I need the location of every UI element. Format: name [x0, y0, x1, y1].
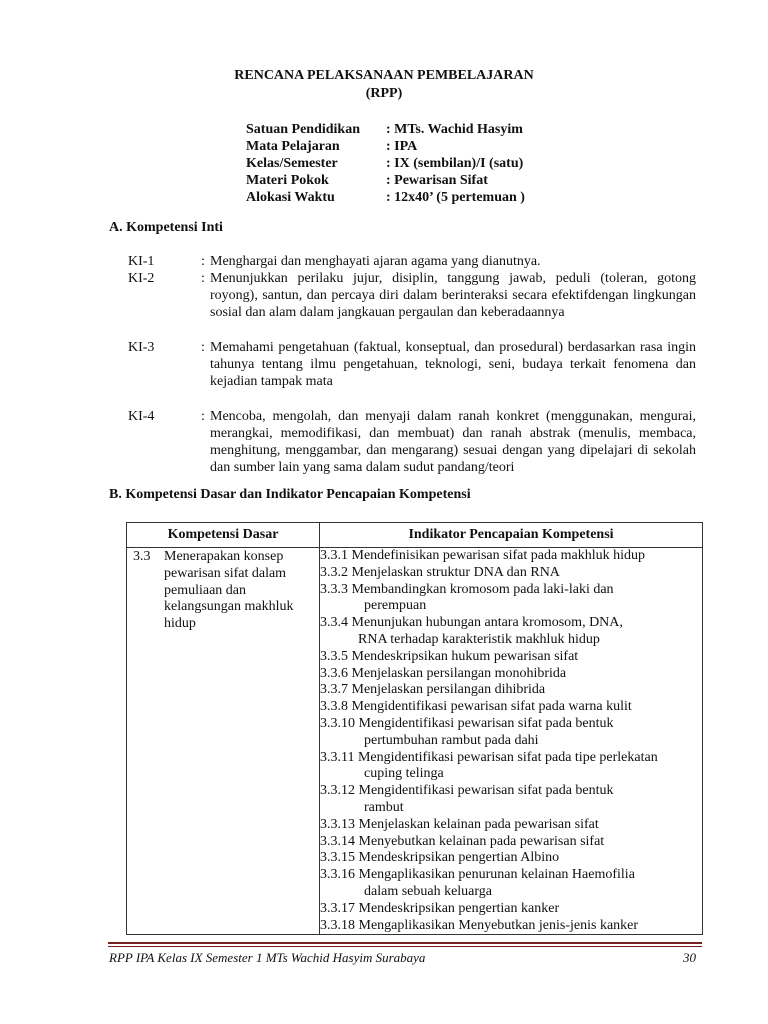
meta-row [246, 155, 525, 172]
indicator-list [320, 548, 702, 934]
indicator-item: 3.3.7 Menjelaskan persilangan dihibrida [320, 682, 546, 698]
ki-colon: : [201, 340, 205, 355]
ki-colon: : [201, 271, 205, 286]
ki-code: KI-3 [128, 340, 155, 355]
footer-text: RPP IPA Kelas IX Semester 1 MTs Wachid Hasyim Surabaya [109, 950, 426, 965]
indicator-continuation: cuping telinga [364, 766, 444, 782]
ki-item [128, 408, 696, 476]
ki-code: KI-4 [128, 409, 155, 424]
indicator-item: 3.3.16 Mengaplikasikan penurunan kelainan Haemofilia [320, 867, 635, 883]
kd-number: 3.3 [133, 549, 151, 564]
indicator-item: 3.3.6 Menjelaskan persilangan monohibrida [320, 665, 567, 681]
meta-label: Alokasi Waktu [246, 190, 335, 205]
indicator-continuation: rambut [364, 799, 404, 815]
meta-row [246, 172, 525, 189]
document-subtitle: (RPP) [365, 86, 403, 101]
ki-item [128, 253, 696, 270]
indicator-item: 3.3.1 Mendefinisikan pewarisan sifat pada makhluk hidup [320, 548, 646, 563]
kd-cell [127, 548, 320, 935]
competency-table [126, 522, 703, 935]
ki-text: Memahami pengetahuan (faktual, konseptual, dan prosedural) berdasarkan rasa ingin tahunya tentang ilmu pengetahuan, teknologi, seni, budaya terkait fenomena dan kejadian tampak mata [210, 340, 696, 389]
meta-value: : MTs. Wachid Hasyim [386, 122, 523, 137]
indicator-continuation: pertumbuhan rambut pada dahi [364, 732, 539, 748]
meta-value: : IPA [386, 139, 418, 154]
ki-text: Mencoba, mengolah, dan menyaji dalam ranah konkret (menggunakan, mengurai, merangkai, memodifikasi, dan membuat) dan ranah abstrak (menulis, membaca, menghitung, menggambar, dan mengarang) sesuai dengan yang dipelajari di sekolah dan sumber lain yang sama dalam sudut pandang/teori [210, 409, 696, 475]
table-header-row [127, 523, 703, 548]
column-header-kd: Kompetensi Dasar [127, 523, 320, 548]
kd-text: Menerapakan konsep pewarisan sifat dalam pemuliaan dan kelangsungan makhluk hidup [164, 549, 294, 632]
section-b-heading: B. Kompetensi Dasar dan Indikator Pencapaian Kompetensi [109, 487, 471, 502]
meta-row [246, 121, 525, 138]
indicator-continuation: perempuan [364, 598, 427, 614]
meta-label: Materi Pokok [246, 173, 329, 188]
indicator-item: 3.3.15 Mendeskripsikan pengertian Albino [320, 850, 560, 866]
kompetensi-inti-list [128, 253, 696, 476]
meta-value: : IX (sembilan)/I (satu) [386, 156, 524, 171]
indicator-item: 3.3.12 Mengidentifikasi pewarisan sifat pada bentuk [320, 783, 614, 799]
indicator-item: 3.3.3 Membandingkan kromosom pada laki-laki dan [320, 581, 614, 597]
meta-row [246, 189, 525, 206]
meta-label: Mata Pelajaran [246, 139, 340, 154]
ki-item [128, 270, 696, 321]
indicator-item: 3.3.17 Mendeskripsikan pengertian kanker [320, 900, 560, 916]
ki-code: KI-1 [128, 254, 155, 269]
indicator-item: 3.3.5 Mendeskripsikan hukum pewarisan sifat [320, 648, 579, 664]
indicator-item: 3.3.8 Mengidentifikasi pewarisan sifat pada warna kulit [320, 699, 632, 715]
footer-rule [108, 942, 702, 944]
ki-text: Menunjukkan perilaku jujur, disiplin, tanggung jawab, peduli (toleran, gotong royong), santun, dan percaya diri dalam berinteraksi secara efektifdengan lingkungan sosial dan alam dalam jangkauan pergaulan dan keberadaannya [210, 271, 696, 320]
meta-label: Kelas/Semester [246, 156, 338, 171]
indicator-item: 3.3.13 Menjelaskan kelainan pada pewarisan sifat [320, 816, 599, 832]
ki-item [128, 339, 696, 390]
indicator-item: 3.3.10 Mengidentifikasi pewarisan sifat pada bentuk [320, 715, 614, 731]
indicator-item: 3.3.18 Mengaplikasikan Menyebutkan jenis-jenis kanker [320, 917, 639, 933]
indicator-continuation: RNA terhadap karakteristik makhluk hidup [358, 631, 600, 647]
indicator-continuation: dalam sebuah keluarga [364, 883, 493, 899]
page-number: 30 [683, 950, 696, 965]
meta-value: : Pewarisan Sifat [386, 173, 488, 188]
indicator-item: 3.3.14 Menyebutkan kelainan pada pewarisan sifat [320, 833, 605, 849]
indicator-item: 3.3.2 Menjelaskan struktur DNA dan RNA [320, 564, 560, 580]
table-row [127, 548, 703, 935]
ki-text: Menghargai dan menghayati ajaran agama yang dianutnya. [210, 254, 541, 269]
column-header-indicators: Indikator Pencapaian Kompetensi [320, 523, 703, 548]
ki-code: KI-2 [128, 271, 155, 286]
footer-rule [108, 946, 702, 947]
meta-value: : 12x40’ (5 pertemuan ) [386, 190, 525, 205]
ki-colon: : [201, 254, 205, 269]
indicator-item: 3.3.11 Mengidentifikasi pewarisan sifat pada tipe perlekatan [320, 749, 658, 765]
indicator-item: 3.3.4 Menunjukan hubungan antara kromosom, DNA, [320, 615, 623, 631]
meta-row [246, 138, 525, 155]
identity-block [246, 121, 525, 206]
indicator-cell [320, 548, 703, 935]
meta-label: Satuan Pendidikan [246, 122, 360, 137]
section-a-heading: A. Kompetensi Inti [109, 220, 223, 235]
document-title: RENCANA PELAKSANAAN PEMBELAJARAN [234, 68, 534, 83]
ki-colon: : [201, 409, 205, 424]
